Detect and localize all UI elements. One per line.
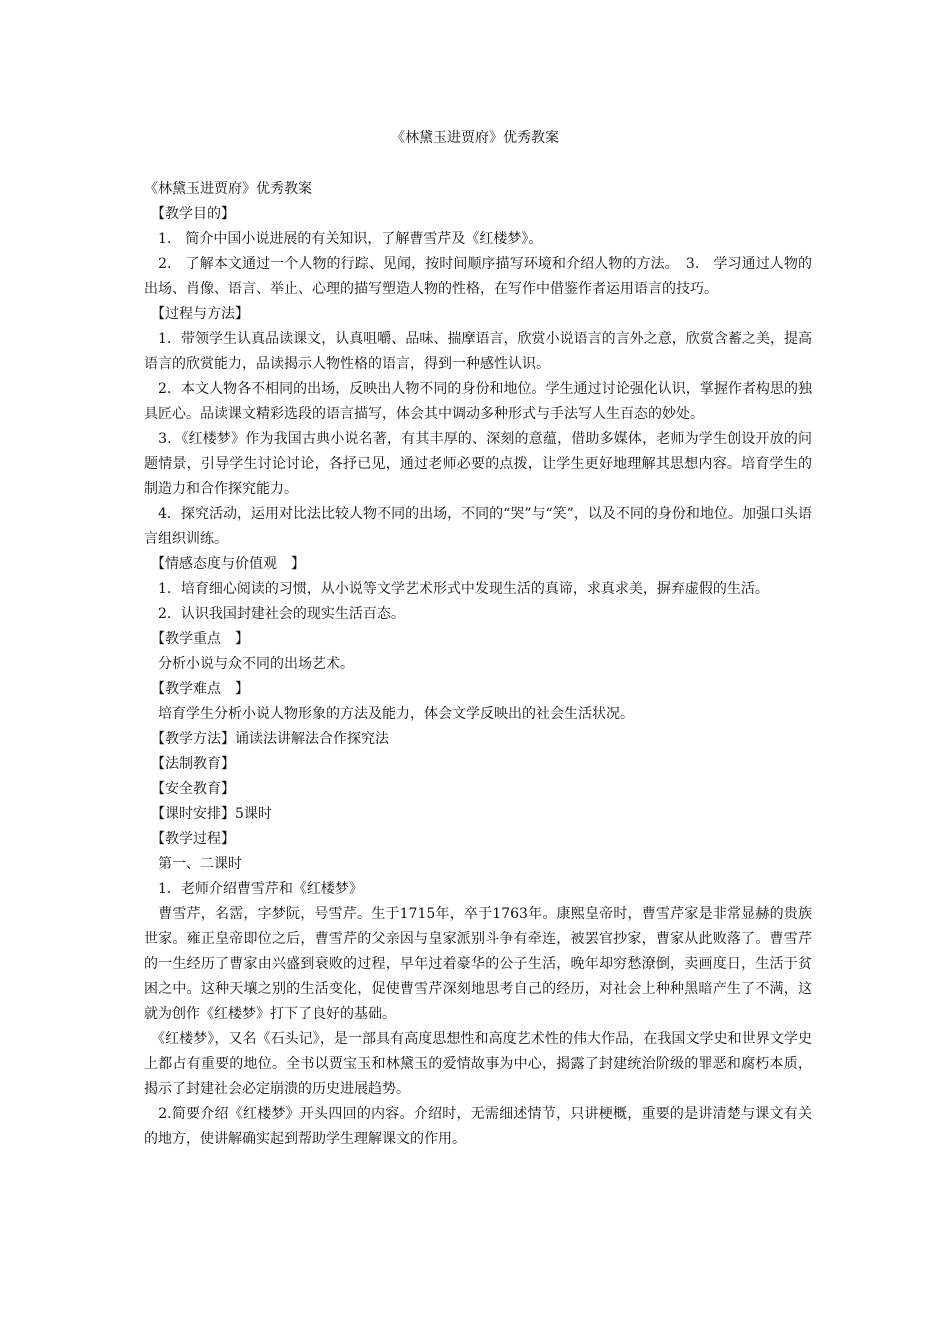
section-heading: 【法制教育】 [144,756,235,772]
paragraph: 1．带领学生认真品读课文，认真咀嚼、品味、揣摩语言，欣赏小说语言的言外之意，欣赏含蓄之美，提高语言的欣赏能力，品读揭示人物性格的语言，得到一种感性认识。 [144,331,812,372]
section-heading: 【教学目的】 [144,206,235,222]
paragraph: 培育学生分析小说人物形象的方法及能力，体会文学反映出的社会生活状况。 [144,706,634,722]
section-heading: 【课时安排】5课时 [144,806,272,822]
paragraph: 2. 了解本文通过一个人物的行踪、见闻，按时间顺序描写环境和介绍人物的方法。 3. 学习通过人物的出场、肖像、语言、举止、心理的描写塑造人物的性格，在写作中借鉴作者运用语言的技巧。 [144,256,812,297]
paragraph: 《林黛玉进贾府》优秀教案 [144,181,312,197]
paragraph: 2．本文人物各不相同的出场，反映出人物不同的身份和地位。学生通过讨论强化认识，掌握作者构思的独具匠心。品读课文精彩选段的语言描写，体会其中调动多种形式与手法写人生百态的妙处。 [144,381,812,422]
section-heading: 【教学方法】诵读法讲解法合作探究法 [144,731,389,747]
paragraph: 1. 简介中国小说进展的有关知识，了解曹雪芹及《红楼梦》。 [144,231,543,247]
section-heading: 【情感态度与价值观 】 [144,556,305,572]
paragraph: 分析小说与众不同的出场艺术。 [144,656,354,672]
section-heading: 【安全教育】 [144,781,235,797]
paragraph: 《红楼梦》，又名《石头记》，是一部具有高度思想性和高度艺术性的伟大作品，在我国文学史和世界文学史上都占有重要的地位。全书以贾宝玉和林黛玉的爱情故事为中心，揭露了封建统治阶级的罪恶和腐朽本质，揭示了封建社会必定崩溃的历史进展趋势。 [144,1031,812,1097]
paragraph: 2.简要介绍《红楼梦》开头四回的内容。介绍时，无需细述情节，只讲梗概，重要的是讲清楚与课文有关的地方，使讲解确实起到帮助学生理解课文的作用。 [144,1106,812,1147]
paragraph: 1．培育细心阅读的习惯，从小说等文学艺术形式中发现生活的真谛，求真求美，摒弃虚假的生活。 [144,581,769,597]
paragraph: 第一、二课时 [144,856,242,872]
paragraph: 2．认识我国封建社会的现实生活百态。 [144,606,405,622]
paragraph: 1．老师介绍曹雪芹和《红楼梦》 [144,881,363,897]
section-heading: 【过程与方法】 [144,306,249,322]
paragraph: 3．《红楼梦》作为我国古典小说名著，有其丰厚的、深刻的意蕴，借助多媒体，老师为学生创设开放的问题情景，引导学生讨论讨论，各抒已见，通过老师必要的点拨，让学生更好地理解其思想内容。培育学生的制造力和合作探究能力。 [144,431,812,497]
section-heading: 【教学难点 】 [144,681,249,697]
document-title: 《林黛玉进贾府》优秀教案 [391,130,559,146]
section-heading: 【教学过程】 [144,831,235,847]
paragraph: 4．探究活动，运用对比法比较人物不同的出场，不同的“哭”与“笑”，以及不同的身份和地位。加强口头语言组织训练。 [144,506,812,547]
paragraph: 曹雪芹，名霑，字梦阮，号雪芹。生于1715年，卒于1763年。康熙皇帝时，曹雪芹家是非常显赫的贵族世家。雍正皇帝即位之后，曹雪芹的父亲因与皇家派别斗争有牵连，被罢官抄家，曹家从此败落了。曹雪芹的一生经历了曹家由兴盛到衰败的过程，早年过着豪华的公子生活，晚年却穷愁潦倒，卖画度日，生活于贫困之中。这种天壤之别的生活变化，促使曹雪芹深刻地思考自己的经历，对社会上种种黑暗产生了不满，这就为创作《红楼梦》打下了良好的基础。 [144,906,812,1022]
document-body [144,177,812,1152]
section-heading: 【教学重点 】 [144,631,249,647]
